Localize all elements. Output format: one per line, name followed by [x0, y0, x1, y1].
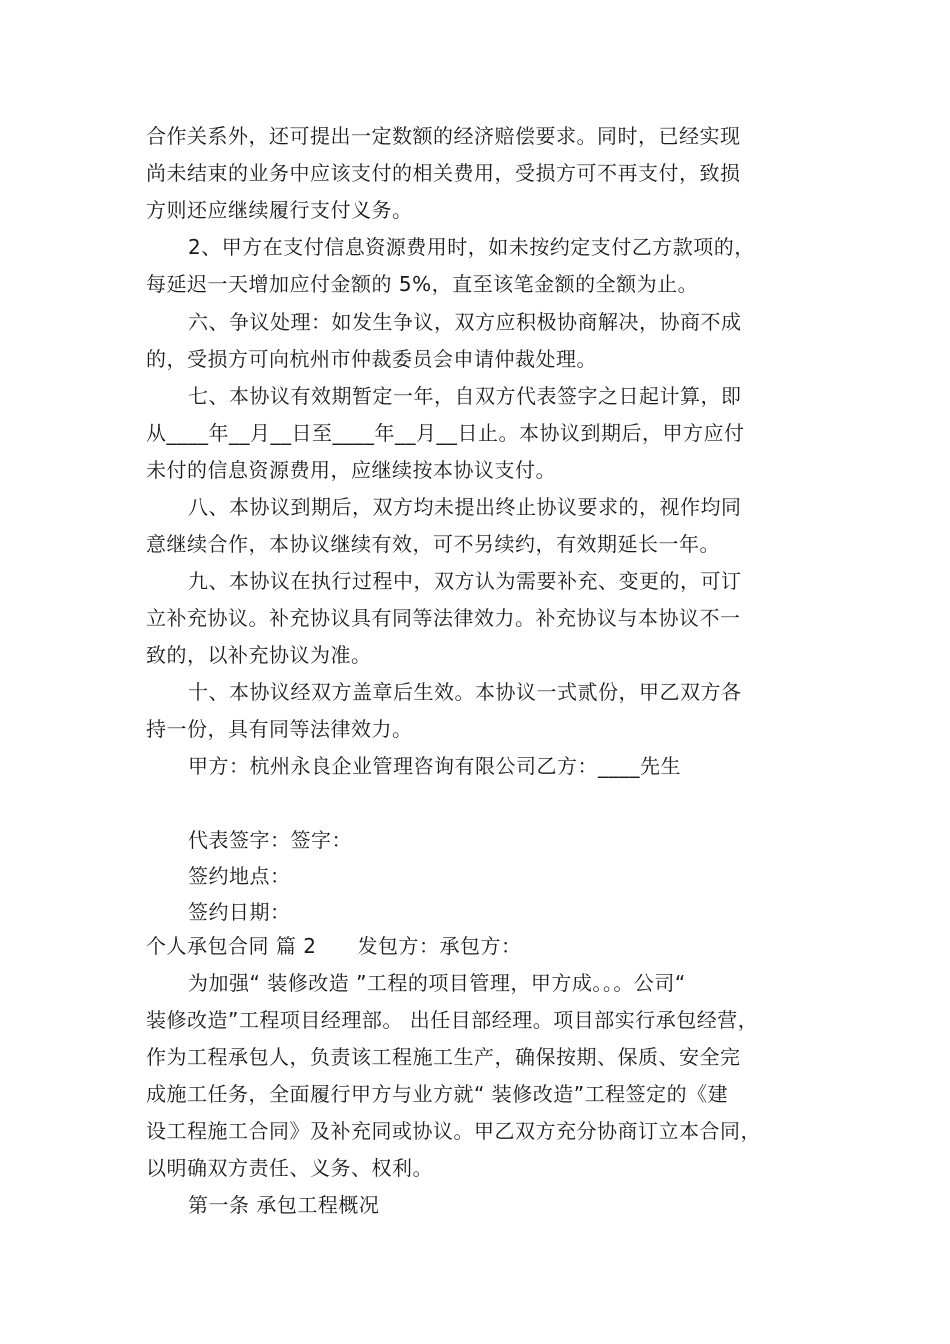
text-line: 八、本协议到期后，双方均未提出终止协议要求的，视作均同: [188, 495, 742, 519]
text-line: 合作关系外，还可提出一定数额的经济赔偿要求。同时，已经实现: [146, 124, 741, 148]
signing-date-field: 签约日期：: [188, 900, 291, 924]
text-line: 意继续合作，本协议继续有效，可不另续约，有效期延长一年。: [146, 532, 720, 556]
text-line: 持一份，具有同等法律效力。: [146, 717, 413, 741]
text-line: 每延迟一天增加应付金额的 5%，直至该笔金额的全额为止。: [146, 272, 699, 296]
text-line: 六、争议处理：如发生争议，双方应积极协商解决，协商不成: [188, 310, 742, 334]
text-line: 2、甲方在支付信息资源费用时，如未按约定支付乙方款项的，: [188, 235, 755, 259]
text-line: 成施工任务，全面履行甲方与业方就“ 装修改造”工程签定的《建: [146, 1082, 729, 1106]
text-line: 方则还应继续履行支付义务。: [146, 198, 413, 222]
signature-party-line: 甲方：杭州永良企业管理咨询有限公司乙方：____先生: [188, 754, 681, 778]
text-line: 尚未结束的业务中应该支付的相关费用，受损方可不再支付，致损: [146, 161, 741, 185]
section-heading: 个人承包合同 篇 2 发包方：承包方：: [146, 934, 522, 958]
text-line: 作为工程承包人，负责该工程施工生产，确保按期、保质、安全完: [146, 1045, 741, 1069]
text-line: 七、本协议有效期暂定一年，自双方代表签字之日起计算，即: [188, 384, 742, 408]
text-line: 装修改造”工程项目经理部。 出任目部经理。项目部实行承包经营，: [146, 1008, 759, 1032]
signature-field: 代表签字：签字：: [188, 828, 352, 852]
text-line: 十、本协议经双方盖章后生效。本协议一式贰份，甲乙双方各: [188, 680, 742, 704]
text-line: 致的，以补充协议为准。: [146, 643, 372, 667]
text-line: 立补充协议。补充协议具有同等法律效力。补充协议与本协议不一: [146, 606, 741, 630]
text-line: 未付的信息资源费用，应继续按本协议支付。: [146, 458, 556, 482]
article-heading: 第一条 承包工程概况: [188, 1193, 380, 1217]
text-line: 以明确双方责任、义务、权利。: [146, 1156, 433, 1180]
text-line: 九、本协议在执行过程中，双方认为需要补充、变更的，可订: [188, 569, 742, 593]
text-line: 的，受损方可向杭州市仲裁委员会申请仲裁处理。: [146, 347, 597, 371]
text-line: 为加强“ 装修改造 ”工程的项目管理，甲方成。。。公司“: [188, 971, 686, 995]
signing-place-field: 签约地点：: [188, 864, 291, 888]
text-line: 设工程施工合同》及补充同或协议。甲乙双方充分协商订立本合同，: [146, 1119, 761, 1143]
text-line: 从____年__月__日至____年__月__日止。本协议到期后，甲方应付: [146, 421, 745, 445]
